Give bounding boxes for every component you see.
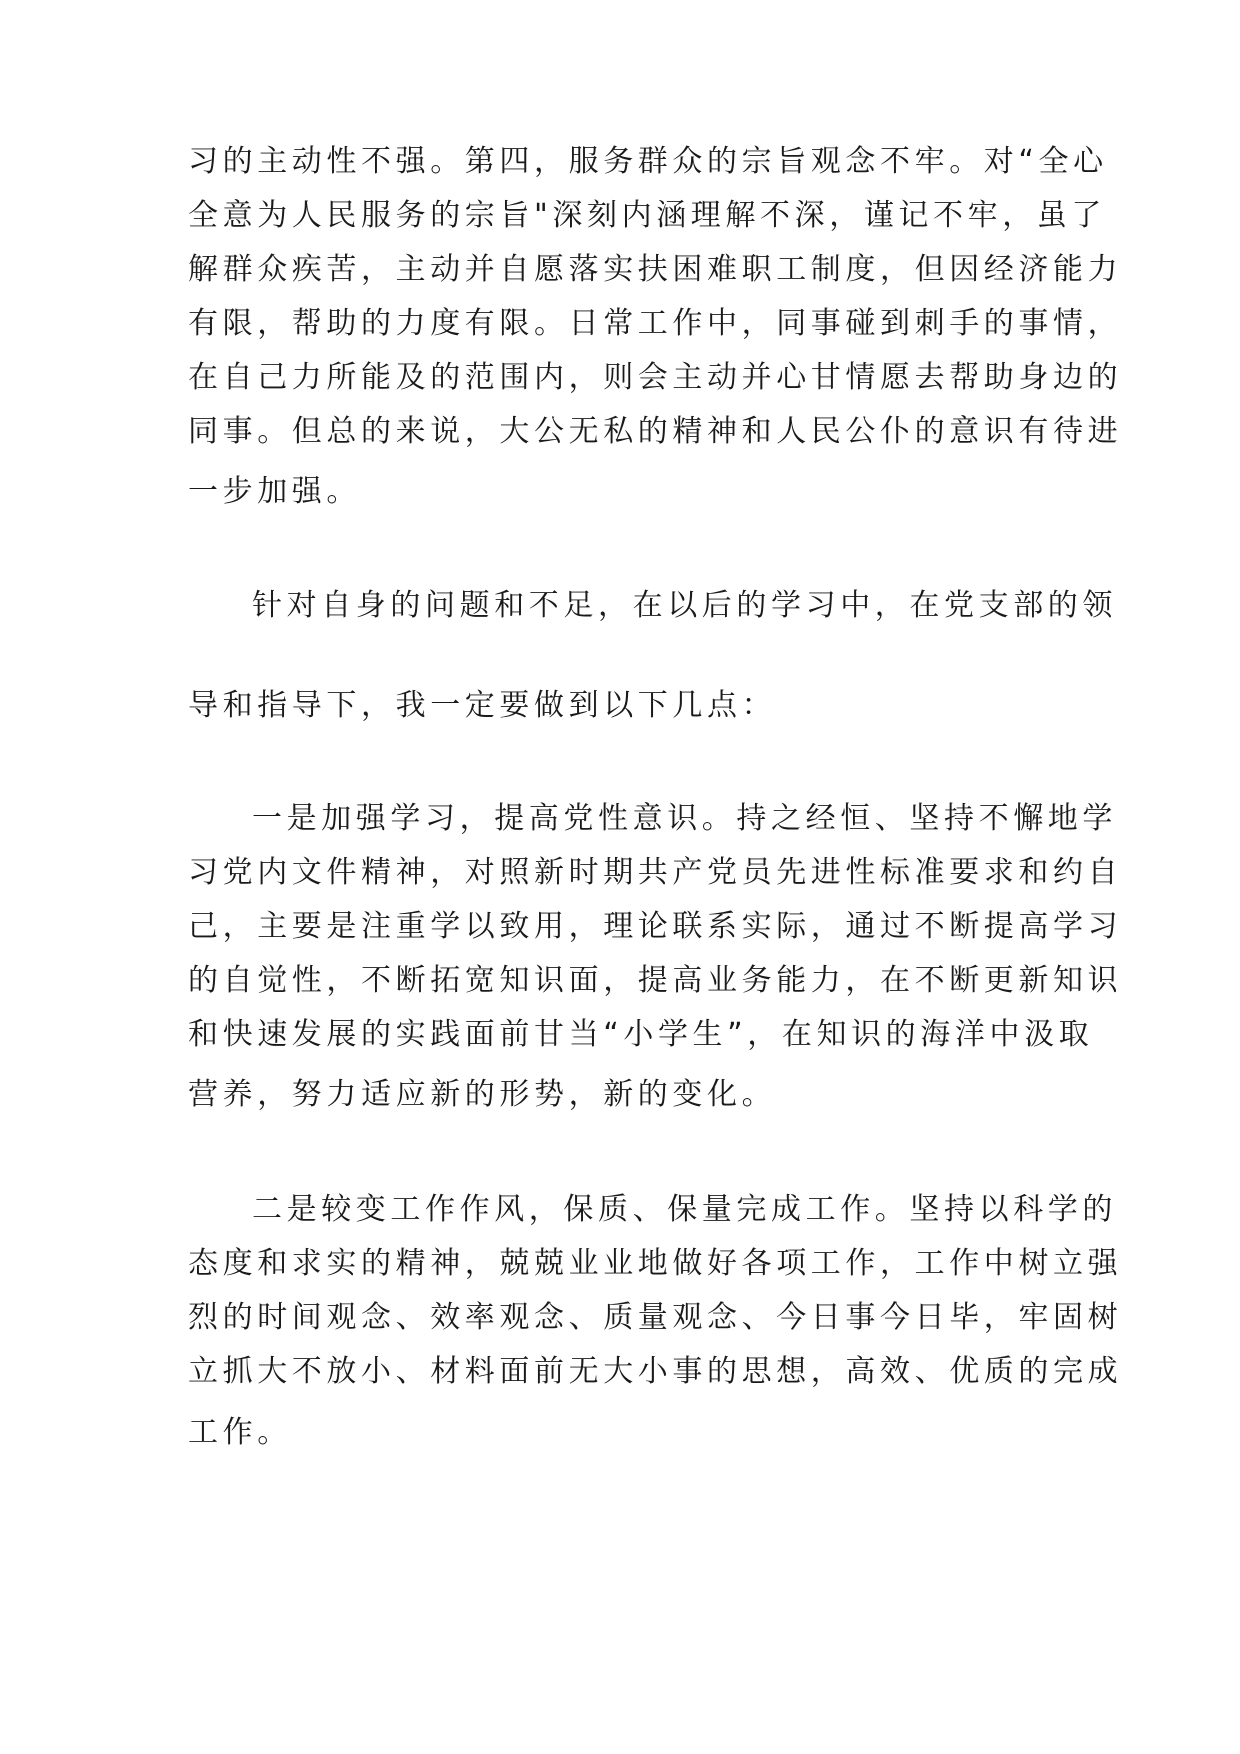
paragraph-1-line-4: 有限，帮助的力度有限。日常工作中，同事碰到刺手的事情， [188, 306, 1123, 341]
paragraph-1-line-7: 一步加强。 [188, 474, 361, 509]
paragraph-4-line-2: 态度和求实的精神，兢兢业业地做好各项工作，工作中树立强 [188, 1246, 1123, 1281]
paragraph-1-line-6: 同事。但总的来说，大公无私的精神和人民公仆的意识有待进 [188, 414, 1123, 449]
paragraph-1-line-3: 解群众疾苦，主动并自愿落实扶困难职工制度，但因经济能力 [188, 252, 1123, 287]
paragraph-1-line-5: 在自己力所能及的范围内，则会主动并心甘情愿去帮助身边的 [188, 360, 1123, 395]
paragraph-3-line-3: 己，主要是注重学以致用，理论联系实际，通过不断提高学习 [188, 909, 1123, 944]
paragraph-1-line-2: 全意为人民服务的宗旨"深刻内涵理解不深，谨记不牢，虽了 [188, 198, 1106, 233]
paragraph-4-line-1: 二是较变工作作风，保质、保量完成工作。坚持以科学的 [252, 1192, 1117, 1227]
paragraph-2-line-2: 导和指导下，我一定要做到以下几点： [188, 688, 777, 723]
paragraph-4-line-3: 烈的时间观念、效率观念、质量观念、今日事今日毕，牢固树 [188, 1300, 1123, 1335]
paragraph-3-line-4: 的自觉性，不断拓宽知识面，提高业务能力，在不断更新知识 [188, 963, 1123, 998]
paragraph-3-line-1: 一是加强学习，提高党性意识。持之经恒、坚持不懈地学 [252, 801, 1117, 836]
paragraph-4-line-5: 工作。 [188, 1415, 292, 1450]
paragraph-3-line-2: 习党内文件精神，对照新时期共产党员先进性标准要求和约自 [188, 855, 1123, 890]
paragraph-1-line-1: 习的主动性不强。第四，服务群众的宗旨观念不牢。对“全心 [188, 144, 1108, 179]
paragraph-3-line-6: 营养，努力适应新的形势，新的变化。 [188, 1077, 777, 1112]
paragraph-3-line-5: 和快速发展的实践面前甘当“小学生”，在知识的海洋中汲取 [188, 1017, 1094, 1052]
paragraph-2-line-1: 针对自身的问题和不足，在以后的学习中，在党支部的领 [252, 588, 1117, 623]
paragraph-4-line-4: 立抓大不放小、材料面前无大小事的思想，高效、优质的完成 [188, 1354, 1123, 1389]
